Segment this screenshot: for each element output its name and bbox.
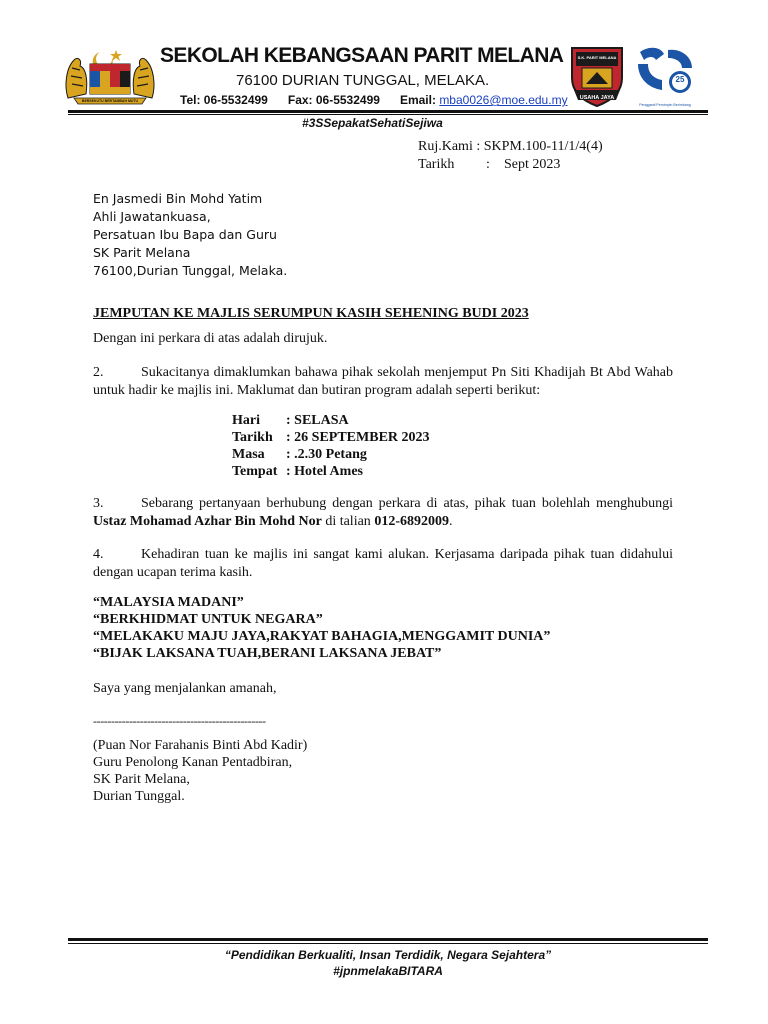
detail-row-venue <box>232 463 430 480</box>
reference-line <box>418 138 603 156</box>
recipient-line: Ahli Jawatankuasa, <box>93 209 211 224</box>
motto-line: “MALAYSIA MADANI” <box>93 595 244 610</box>
signer-block <box>93 737 307 805</box>
paragraph-end: . <box>448 514 453 529</box>
header-divider-thick <box>68 110 708 113</box>
contact-phone: 012-6892009 <box>374 514 449 529</box>
detail-label: Tempat <box>232 464 278 479</box>
paragraph-3 <box>93 495 673 531</box>
date-line <box>418 156 603 174</box>
detail-value: : SELASA <box>286 413 349 428</box>
paragraph-text: Sebarang pertanyaan berhubung dengan perkara di atas, pihak tuan bolehlah menghubungi <box>141 496 673 511</box>
detail-value: : 26 SEPTEMBER 2023 <box>286 430 430 445</box>
footer-hashtag: #jpnmelakaBITARA <box>333 964 443 978</box>
detail-value: : .2.30 Petang <box>286 447 367 462</box>
telephone: Tel: 06-5532499 <box>180 93 268 107</box>
contact-person: Ustaz Mohamad Azhar Bin Mohd Nor <box>93 514 322 529</box>
signer-name: (Puan Nor Farahanis Binti Abd Kadir) <box>93 738 308 753</box>
school-name: SEKOLAH KEBANGSAAN PARIT MELANA <box>160 44 564 67</box>
email-link[interactable]: mba0026@moe.edu.my <box>439 93 568 107</box>
detail-row-date <box>232 429 430 446</box>
paragraph-2 <box>93 364 673 400</box>
school-crest-motto: USAHA JAYA <box>579 95 615 101</box>
paragraph-text: Kehadiran tuan ke majlis ini sangat kami alukan. Kerjasama daripada pihak tuan didahului dengan ucapan terima kasih. <box>93 547 673 580</box>
date-colon: : <box>486 157 490 172</box>
footer-slogan: “Pendidikan Berkualiti, Insan Terdidik, Negara Sejahtera” <box>224 948 552 962</box>
motto-block <box>93 594 673 662</box>
header-hashtag: #3SSepakatSehatiSejiwa <box>302 116 443 130</box>
signer-school: SK Parit Melana, <box>93 772 190 787</box>
reference-block <box>418 138 603 174</box>
detail-label: Masa <box>232 447 265 462</box>
opening-sentence: Dengan ini perkara di atas adalah dirujuk. <box>93 331 328 346</box>
paragraph-number: 3. <box>93 496 104 511</box>
email-label: Email: <box>399 93 436 107</box>
reference-number: SKPM.100-11/1/4(4) <box>483 139 603 154</box>
recipient-address <box>93 190 287 280</box>
detail-row-day <box>232 412 430 429</box>
paragraph-number: 2. <box>93 365 104 380</box>
detail-label: Hari <box>232 413 260 428</box>
letter-subject: JEMPUTAN KE MAJLIS SERUMPUN KASIH SEHENING BUDI 2023 <box>93 306 529 321</box>
school-address: 76100 DURIAN TUNGGAL, MELAKA. <box>236 72 490 89</box>
detail-label: Tarikh <box>232 430 273 445</box>
paragraph-text: di talian <box>325 514 371 529</box>
school-crest-name: S.K. PARIT MELANA <box>577 55 617 60</box>
recipient-line: En Jasmedi Bin Mohd Yatim <box>93 191 263 206</box>
date-value: Sept 2023 <box>504 157 561 172</box>
anniversary-caption: Pengganti Pemimpin Berimbang <box>639 103 691 107</box>
motto-line: “BERKHIDMAT UNTUK NEGARA” <box>93 612 323 627</box>
fax: Fax: 06-5532499 <box>287 93 380 107</box>
footer-divider-thin <box>68 943 708 944</box>
reference-label: Ruj.Kami : <box>418 139 481 154</box>
closing-line: Saya yang menjalankan amanah, <box>93 681 277 696</box>
motto-line: “MELAKAKU MAJU JAYA,RAKYAT BAHAGIA,MENGGAMIT DUNIA” <box>93 629 551 644</box>
recipient-line: 76100,Durian Tunggal, Melaka. <box>93 263 288 278</box>
recipient-line: Persatuan Ibu Bapa dan Guru <box>93 227 277 242</box>
detail-value: : Hotel Ames <box>286 464 363 479</box>
recipient-line: SK Parit Melana <box>93 245 191 260</box>
date-label: Tarikh <box>418 157 455 172</box>
paragraph-number: 4. <box>93 547 104 562</box>
header-divider-thin <box>68 114 708 115</box>
motto-line: “BIJAK LAKSANA TUAH,BERANI LAKSANA JEBAT” <box>93 646 442 661</box>
paragraph-4 <box>93 546 673 582</box>
signer-title: Guru Penolong Kanan Pentadbiran, <box>93 755 293 770</box>
paragraph-text: Sukacitanya dimaklumkan bahawa pihak sekolah menjemput Pn Siti Khadijah Bt Abd Wahab untuk hadir ke majlis ini. Maklumat dan butiran program adalah seperti berikut: <box>93 365 673 398</box>
detail-row-time <box>232 446 430 463</box>
event-details <box>232 412 430 480</box>
footer-divider-thick <box>68 938 708 941</box>
coat-of-arms-motto: BERSEKUTU BERTAMBAH MUTU <box>81 99 139 103</box>
signature-line: ------------------------------------------------ <box>93 714 266 728</box>
anniversary-number: 25 <box>675 75 685 84</box>
contact-line <box>180 93 568 107</box>
signer-town: Durian Tunggal. <box>93 789 185 804</box>
25-anniversary-logo <box>634 44 696 102</box>
